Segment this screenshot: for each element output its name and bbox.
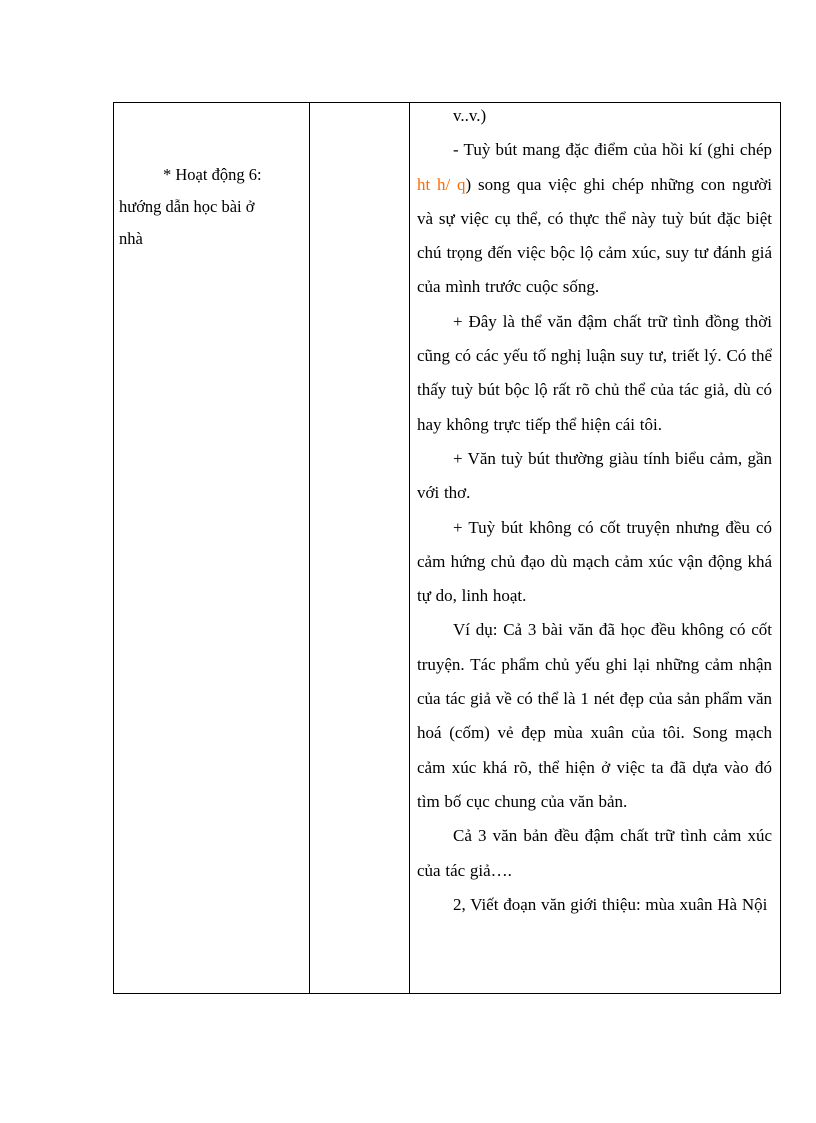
content-paragraph: Ví dụ: Cả 3 bài văn đã học đều không có cốt truyện. Tác phẩm chủ yếu ghi lại những cảm nhận của tác giả về có thể là 1 nét đẹp của sản phẩm văn hoá (cốm) vẻ đẹp mùa xuân của tôi. Song mạch cảm xúc khá rõ, thể hiện ở việc ta đã dựa vào đó tìm bố cục chung của văn bản. [417,620,772,811]
paragraph-text: - Tuỳ bút mang đặc điểm của hồi kí (ghi chép [453,140,772,160]
content-paragraph: + Tuỳ bút không có cốt truyện nhưng đều có cảm hứng chủ đạo dù mạch cảm xúc vận động khá tự do, linh hoạt. [417,517,772,606]
lesson-plan-table [113,102,781,994]
activity-title: * Hoạt động 6: [163,165,262,184]
content-paragraph: v..v.) [453,106,487,125]
lesson-content-cell [410,103,782,922]
content-paragraph: + Đây là thể văn đậm chất trữ tình đồng thời cũng có các yếu tố nghị luận suy tư, triết lý. Có thể thấy tuỳ bút bộc lộ rất rõ chủ thể của tác giả, dù có hay không trực tiếp thể hiện cái tôi. [417,311,772,434]
activity-description-line: hướng dẫn học bài ở [119,197,255,216]
activity-cell [114,103,309,255]
content-paragraph [417,133,772,304]
content-paragraph: + Văn tuỳ bút thường giàu tính biểu cảm, gần với thơ. [417,448,772,503]
paragraph-text: ) song qua việc ghi chép những con người và sự việc cụ thể, có thực thể này tuỳ bút đặc biệt chú trọng đến việc bộc lộ cảm xúc, suy tư đánh giá của mình trước cuộc sống. [417,174,772,297]
content-paragraph: Cả 3 văn bản đều đậm chất trữ tình cảm xúc của tác giả…. [417,826,772,880]
activity-description-line: nhà [119,229,143,248]
highlighted-text: ht h/ q [417,174,466,194]
content-paragraph: 2, Viết đoạn văn giới thiệu: mùa xuân Hà Nội [453,894,768,914]
column-divider [309,103,310,993]
